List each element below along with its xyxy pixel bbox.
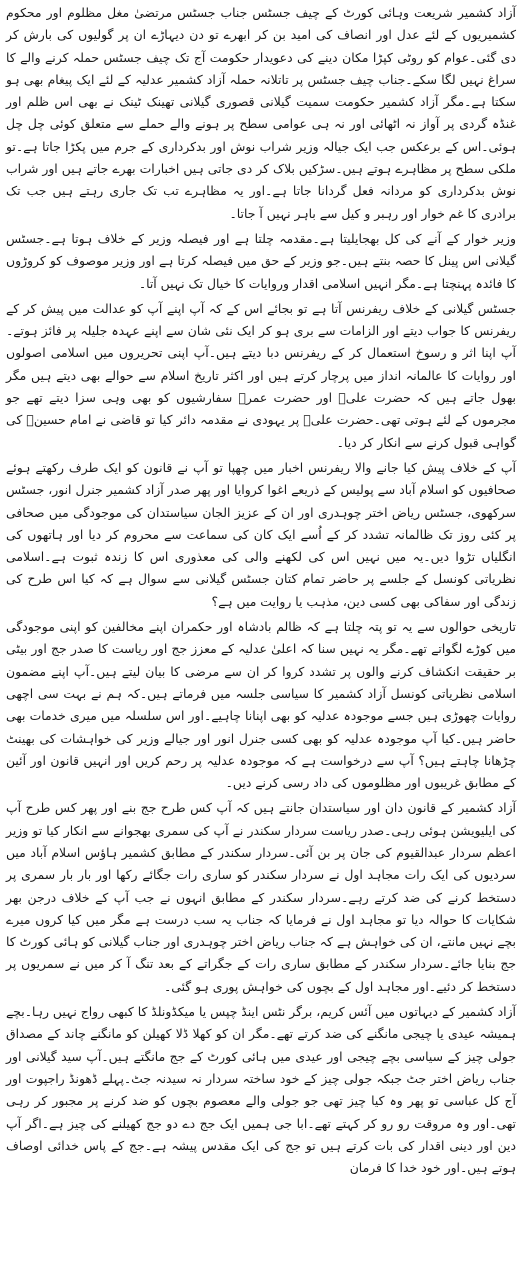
column-paragraph-1: آزاد کشمیر شریعت وہائی کورٹ کے چیف جسٹس جناب جسٹس مرتضیٰ مغل مظلوم اور محکوم کشمیریوں کے لئے عدل اور انصاف کی امید بن کر ابھرے تو دن دیہاڑے ان پر گولیوں کی بارش کر دی گئی۔عوام کو روٹی کپڑا مکان دینے کی دعویدار حکومت آج تک چیف جسٹس حملہ کرنے والے کا سراغ نہیں لگا سکے۔جناب چیف جسٹس پر تاتلانہ حملہ آزاد کشمیر عدلیہ کے لئے ایک پیغام بھی ہو سکتا ہے۔مگر آزاد کشمیر حکومت سمیت گیلانی قصوری گیلانی تھینک ٹینک نے بھی اس ظلم اور غنڈہ گردی پر آواز نہ اٹھائی اور نہ ہی عوامی سطح پر ہونے والے حملے سے متعلق کوئی چل چل ہوئی۔اس کے برعکس جب ایک جیالہ وزیر شراب نوش اور بدکرداری کے جرم میں پکڑا جاتا ہے۔تو ملکی سطح پر مظاہرے ہوتے ہیں۔سڑکیں بلاک کر دی جاتی ہیں اخبارات بھرے جاتے ہیں اور شراب نوش بدکرداری کو مردانہ فعل گردانا جاتا ہے۔اور یہ مظاہرے تب تک جاری رہتے ہیں جب تک برادری کا غم خوار اور رہبر و کیل سے باہر نہیں آ جاتا۔: [6, 5, 516, 221]
column-paragraph-5: تاریخی حوالوں سے یہ تو پتہ چلتا ہے کہ ظالم بادشاہ اور حکمران اپنے مخالفین کو اپنی موجودگی میں کوڑے لگواتے تھے۔مگر یہ نہیں سنا کہ اعلیٰ عدلیہ کے معزز جج اور ریاست کا صدر جج اور بیٹی بر حقیقت انکشاف کرنے والوں پر تشدد کروا کر ان سے مرضی کا بیان لیتے ہیں۔آپ اپنے مضمون اسلامی نظریاتی کونسل آزاد کشمیر کا سیاسی جلسہ میں فرماتے ہیں۔کہ ہم نے بہت سی اچھی روایات چھوڑی ہیں جسے موجودہ عدلیہ کو بھی اپنانا چاہیے۔اور اس سلسلہ میں میری خدمات بھی حاضر ہیں۔کیا آپ موجودہ عدلیہ کو بھی کسی جنرل انور اور جیالے وزیر کی خواہشات کی بھینٹ چڑھانا چاہتے ہیں؟ آپ سے درخواست ہے کہ موجودہ عدلیہ پر رحم کریں اور انہیں قانون اور آئین کے مطابق غریبوں اور مظلوموں کی داد رسی کرنے دیں۔: [6, 619, 516, 791]
column-paragraph-6: آزاد کشمیر کے قانون دان اور سیاستدان جانتے ہیں کہ آپ کس طرح جج بنے اور پھر کس طرح آپ کی ایلیویشن ہوئی رہی۔صدر ریاست سردار سکندر نے آپ کی سمری بھجوانے سے انکار کیا تو وزیر اعظم سردار عبدالقیوم کی جان پر بن آئی۔سردار سکندر کے مطابق کشمیر ہاؤس اسلام آباد میں سردیوں کی ایک رات مجاہد اول نے سردار سکندر کو ساری رات جگائے رکھا اور بار بار سمری پر دستخط کرنے کی ضد کرتے رہے۔سردار سکندر کے مطابق انہوں نے جب آپ کے خلاف درجن بھر شکایات کا حوالہ دیا تو مجاہد اول نے فرمایا کہ جناب یہ سب درست ہے مگر میں کیا کروں میرے بچے نہیں مانتے، ان کی خواہش ہے کہ جناب ریاض اختر چوہدری اور جناب گیلانی کو ہائی کورٹ کا جج بنایا جائے۔سردار سکندر کے مطابق ساری رات کے جگراتے کے بعد تنگ آ کر میں نے سمریوں پر دستخط کر دئیے۔اور مجاہد اول کے بچوں کی خواہش پوری ہو گئی۔: [6, 800, 516, 994]
column-paragraph-3: جسٹس گیلانی کے خلاف ریفرنس آتا ہے تو بجائے اس کے کہ آپ اپنے آپ کو عدالت میں پیش کر کے ریفرنس کا جواب دیتے اور الزامات سے بری ہو کر ایک نئی شان سے اپنے عہدہ جلیلہ پر فائز ہوتے۔آپ اپنا اثر و رسوخ استعمال کر کے ریفرنس دبا دیتے ہیں۔آپ اپنی تحریروں میں اسلامی اصولوں اور روایات کا عالمانہ انداز میں پرچار کرتے ہیں اور اکثر تاریخ اسلام سے حوالے بھی دیتے ہیں مگر بھول جاتے ہیں کہ حضرت علیؓ اور حضرت عمرؓ سفارشیوں کو بھی وہی سزا دیتے تھے جو مجرموں کے لئے ہوتی تھی۔حضرت علیؓ پر یہودی نے مقدمہ دائر کیا تو قاضی نے امام حسینؓ کی گواہی قبول کرنے سے انکار کر دیا۔: [6, 300, 516, 450]
column-paragraph-4: آپ کے خلاف پیش کیا جانے والا ریفرنس اخبار میں چھپا تو آپ نے قانون کو ایک طرف رکھتے ہوئے صحافیوں کو اسلام آباد سے پولیس کے ذریعے اغوا کروایا اور پھر صدر آزاد کشمیر جنرل انور، جسٹس سرکھوی، جسٹس ریاض اختر چوہدری اور ان کے عزیز الجان سیاستدان کی موجودگی میں صحافی پر کئی روز تک ظالمانہ تشدد کر کے اُسے ایک کان کی سماعت سے محروم کر دیا اور ہاتھوں کی انگلیاں تڑوا دیں۔یہ میں نہیں اس کی لکھنے والی کی معذوری اس کا زندہ ثبوت ہے۔اسلامی نظریاتی کونسل کے جلسے پر حاضر تمام کتان جسٹس گیلانی سے سوال ہے کہ کیا اس طرح کی زندگی اور سفاکی بھی کسی دین، مذہب یا روایت میں ہے؟: [6, 459, 516, 609]
column-paragraph-7: آزاد کشمیر کے دیہاتوں میں آئس کریم، برگر نٹس اینڈ چپس یا میکڈونلڈ کا کبھی رواج نہیں رہا۔بچے ہمیشہ عیدی یا چیجی مانگنے کی ضد کرتے تھے۔مگر ان کو کھلا ڈلا کھیلن کو مانگنے چاند کے مصداق جولی چیز کے سیاسی بچے چیجی اور عیدی میں ہائی کورٹ کے جج مانگتے ہیں۔آپ سید گیلانی اور جناب ریاض اختر جٹ جبکہ جولی چیز کے خود ساختہ سردار نہ سیدنہ جٹ۔پہلے ڈھونڈ راجپوت اور آج کل عباسی تو پھر وہ کیا چیز تھی جو جولی والے معصوم بچوں کو ضد کرنے پر مجبور کر رہی تھی۔اور وہ مروقت رو رو کر کہتے تھے۔ابا جی ہمیں ایک جج دے دو جج کھیلنے کی چیز ہے۔اگر آپ دین اور دینی اقدار کی بات کرتے ہیں تو جج کی ایک مقدس پیشہ ہے۔جج کے پاس خدائی اوصاف ہوتے ہیں۔اور خود خدا کا فرمان: [5, 1004, 516, 1176]
column-paragraph-2: وزیر خوار کے آنے کی کل بھجایلیتا ہے۔مقدمہ چلتا ہے اور فیصلہ وزیر کے خلاف ہوتا ہے۔جسٹس گیلانی اس پینل کا حصہ بنتے ہیں۔جو وزیر کے حق میں فیصلہ کرتا ہے اور وزیر موصوف کو کروڑوں کا فائدہ پہنچتا ہے۔مگر انہیں اسلامی اقدار وروایات کا خیال تک نہیں آتا۔: [6, 230, 516, 291]
